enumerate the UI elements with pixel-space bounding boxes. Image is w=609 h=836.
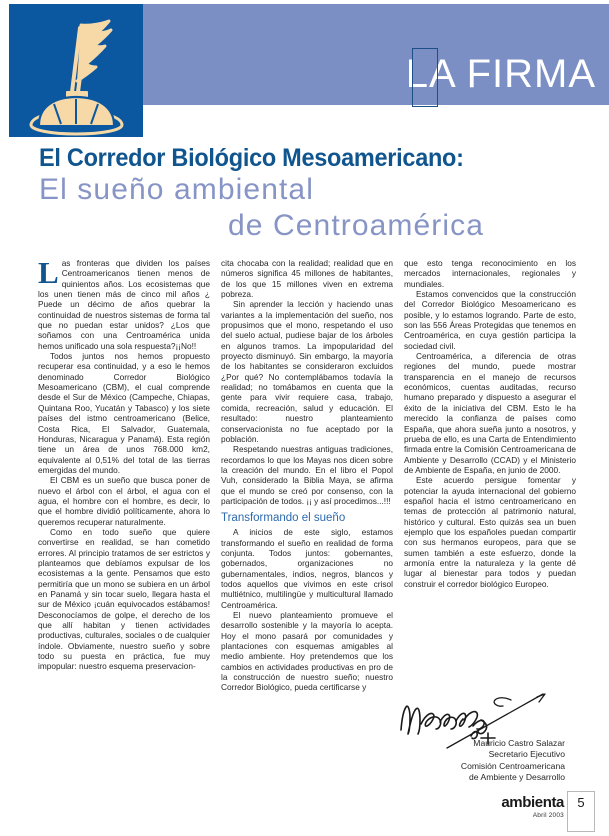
quill-pen-in-stand-icon [9, 4, 143, 137]
magazine-brand [501, 795, 564, 820]
masthead [0, 0, 609, 142]
text-column-1 [38, 255, 210, 803]
paragraph-text: cita chocaba con la realidad; realidad que en números significa 45 millones de habitantes, de los que 15 millones viven en extrema pobreza. [221, 258, 393, 300]
paragraph-text: Todos juntos nos hemos propuesto recuperar esa continuidad, y a eso le hemos denominado Corredor Biológico Mesoamericano (CBM), el cual comprende desde el Sur de México (Campeche, Chiapas, Quintana Roo, Yucatán y Tabasco) y los siete países del istmo centroamericano (Belice, Costa Rica, El Salvador, Guatemala, Honduras, Nicaragua y Panamá). Esta región tiene un área de unos 768.000 km2, equivalente al 0,51% del total de las tierras emergidas del mundo. [38, 351, 210, 475]
paragraph [38, 527, 210, 672]
article-kicker: El Corredor Biológico Mesoamericano: [39, 144, 464, 172]
paragraph [221, 299, 393, 444]
paragraph [221, 258, 393, 299]
paragraph [404, 351, 576, 475]
issue-date: Abril 2003 [532, 812, 564, 819]
paragraph-text: El nuevo planteamiento promueve el desarrollo sostenible y la mayoría lo acepta. Hoy el mono pasará por comunidades y plantaciones con esquemas amigables al medio ambiente. Hoy pretendemos que los cambios en actividades productivas en pro de la construcción de nuestro sueño; nuestro Corredor Biológico, pueda certificarse y [221, 610, 393, 693]
paragraph [38, 351, 210, 475]
paragraph [221, 444, 393, 506]
paragraph-text: Estamos convencidos que la construcción del Corredor Biológico Mesoamericano es posible, y lo estamos logrando. Parte de esto, son las 556 Áreas Protegidas que tenemos en Centroamérica, en cuya gestión participa la sociedad civil. [404, 289, 576, 351]
subsection-heading: Transformando el sueño [221, 512, 346, 525]
crop-marker-box [412, 48, 438, 107]
signatory-role: Secretario Ejecutivo [488, 749, 565, 760]
article-subtitle-line-1: El sueño ambiental [39, 173, 314, 206]
paragraph-text: A inicios de este siglo, estamos transformando el sueño en realidad de forma conjunta. Todos juntos: gobernantes, gobernados, organizaciones no gubernamentales, indios, negros, blancos y todos aquellos que vivimos en este crisol multiétnico, multilingüe y multicultural llamado Centroamérica. [221, 527, 393, 610]
drop-cap: L [38, 255, 59, 290]
paragraph [404, 475, 576, 589]
page-footer [470, 795, 590, 831]
paragraph [404, 258, 576, 289]
signatory-org-line-1: Comisión Centroamericana [460, 760, 565, 771]
paragraph-text: Centroamérica, a diferencia de otras regiones del mundo, puede mostrar transparencia en el manejo de recursos económicos, cuentas auditadas, recurso humano preparado y dispuesto a asegurar el éxito de la iniciativa del CBM. Esto le ha merecido la confianza de países como España, que ahora sueña junto a nosotros, y prueba de ello, es una Carta de Entendimiento firmada entre la Comisión Centroamericana de Ambiente y Desarrollo (CCAD) y el Ministerio de Ambiente de España, en junio de 2000. [404, 351, 577, 475]
section-title: LA FIRMA [405, 52, 596, 96]
paragraph-text: Sin aprender la lección y haciendo unas variantes a la implementación del sueño, nos propusimos que el mono, respetando el uso del suelo actual, pudiese bajar de los árboles en algunos tramos. La impopularidad del proyecto disminuyó. Sin embargo, la mayoría de los habitantes se consideraron excluidos ¿Por qué? No contemplábamos todavía la realidad; no tomábamos en cuenta que la gente para vivir requiere casa, trabajo, comida, recreación, salud y educación. El resultado: nuestro planteamiento conservacionista no fue aceptado por la población. [221, 299, 393, 444]
text-column-2 [221, 258, 393, 803]
paragraph-text: Este acuerdo persigue fomentar y potenciar la ayuda internacional del gobierno español hacia el istmo centroamericano en temas de protección al patrimonio natural, histórico y cultural. Esto quizás sea un buen ejemplo que los españoles puedan compartir con sus hermanos europeos, para que se sumen también a este esfuerzo, donde la armonía entre la naturaleza y la gente dé lugar al bienestar para todos y puedan construir el corredor biológico Europeo. [404, 475, 576, 589]
article-subtitle-line-2: de Centroamérica [228, 209, 485, 242]
article-title-block [0, 142, 609, 250]
page-number: 5 [567, 791, 595, 832]
paragraph [38, 255, 210, 351]
paragraph [404, 289, 576, 351]
magazine-logo-box [9, 4, 143, 137]
magazine-name: ambienta [501, 794, 564, 811]
signature-block [385, 686, 577, 791]
paragraph-text: que esto tenga reconocimiento en los mercados internacionales, regionales y mundiales. [404, 258, 576, 289]
paragraph [221, 610, 393, 693]
paragraph-text: El CBM es un sueño que busca poner de nuevo el árbol con el árbol, el agua con el agua, el hombre con el hombre, es decir, lo que el hombre dividió políticamente, ahora lo queremos recuperar naturalmente. [38, 475, 210, 527]
paragraph-text: as fronteras que dividen los países Centroamericanos tienen menos de quinientos años. Los ecosistemas que los unen tienen más de cinco mil años ¿ Puede un décimo de años quebrar la continuidad de nuestros sistemas de forma tal que no puedan estar unidos? ¿Los que soñamos con una Centroamérica unida hemos unificado una sola respuesta?¡¡No!! [38, 258, 210, 351]
signature-caption [385, 738, 565, 784]
signatory-name: Mauricio Castro Salazar [473, 738, 565, 748]
signatory-org-line-2: de Ambiente y Desarrollo [468, 772, 565, 783]
paragraph [38, 475, 210, 527]
paragraph [221, 527, 393, 610]
paragraph-text: Respetando nuestras antiguas tradiciones, recordamos lo que los Mayas nos dicen sobre la creación del mundo. En el libro el Popol Vuh, considerado la Biblia Maya, se afirma que el mundo se creó por consenso, con la participación de todos. ¡¡ y así procedimos...!!! [221, 444, 393, 506]
paragraph-text: Como en todo sueño que quiere convertirse en realidad, se han cometido errores. Al principio tratamos de ser estrictos y planteamos que debíamos expulsar de los ecosistemas a la gente. Pensamos que esto permitiría que un mono se subiera en un árbol en Panamá y sin tocar suelo, llegara hasta el sur de México ¡cuán equivocados estábamos! Desconocíamos de golpe, el derecho de los que allí habitan y tienen actividades productivas, culturales, sociales o de cualquier índole. Obviamente, nuestro sueño y sobre todo su puesta en práctica, fue muy impopular: nuestro esquema preservacion- [38, 526, 210, 672]
